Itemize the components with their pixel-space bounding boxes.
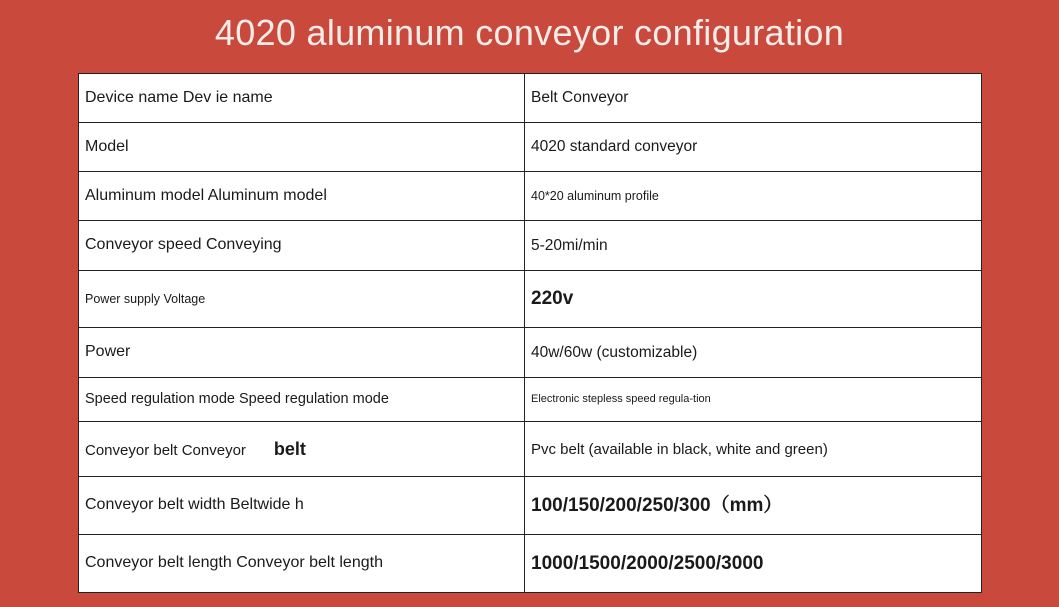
- row-value: Pvc belt (available in black, white and green): [525, 422, 982, 477]
- row-value: 40w/60w (customizable): [525, 328, 982, 377]
- row-label: Model: [79, 123, 525, 172]
- table-row: [79, 270, 982, 328]
- row-label: Device name Dev ie name: [79, 74, 525, 123]
- row-label-extra: belt: [273, 438, 306, 459]
- page-title: 4020 aluminum conveyor configuration: [214, 12, 845, 53]
- row-label: Speed regulation mode Speed regulation mode: [79, 377, 525, 422]
- row-value: 220v: [525, 270, 982, 328]
- table-row: [79, 328, 982, 377]
- spec-table: [78, 73, 982, 593]
- table-row: [79, 74, 982, 123]
- row-value: 5-20mi/min: [525, 221, 982, 270]
- row-label: Conveyor belt width Beltwide h: [79, 477, 525, 535]
- table-row: [79, 221, 982, 270]
- row-label: Conveyor belt length Conveyor belt length: [79, 535, 525, 593]
- table-row: [79, 172, 982, 221]
- table-row: [79, 123, 982, 172]
- row-label: Aluminum model Aluminum model: [79, 172, 525, 221]
- row-label: Conveyor belt Conveyor: [85, 441, 246, 459]
- row-value: 1000/1500/2000/2500/3000: [525, 535, 982, 593]
- row-label: Power: [79, 328, 525, 377]
- row-label: Power supply Voltage: [79, 270, 525, 328]
- row-label-cell: [79, 422, 525, 477]
- table-row: [79, 477, 982, 535]
- row-label: Conveyor speed Conveying: [79, 221, 525, 270]
- row-value: Belt Conveyor: [525, 74, 982, 123]
- row-value: 4020 standard conveyor: [525, 123, 982, 172]
- table-row: [79, 535, 982, 593]
- table-row: [79, 377, 982, 422]
- row-value: Electronic stepless speed regula-tion: [525, 377, 982, 422]
- table-row: [79, 422, 982, 477]
- row-value: 100/150/200/250/300（mm）: [525, 477, 982, 535]
- row-value: 40*20 aluminum profile: [525, 172, 982, 221]
